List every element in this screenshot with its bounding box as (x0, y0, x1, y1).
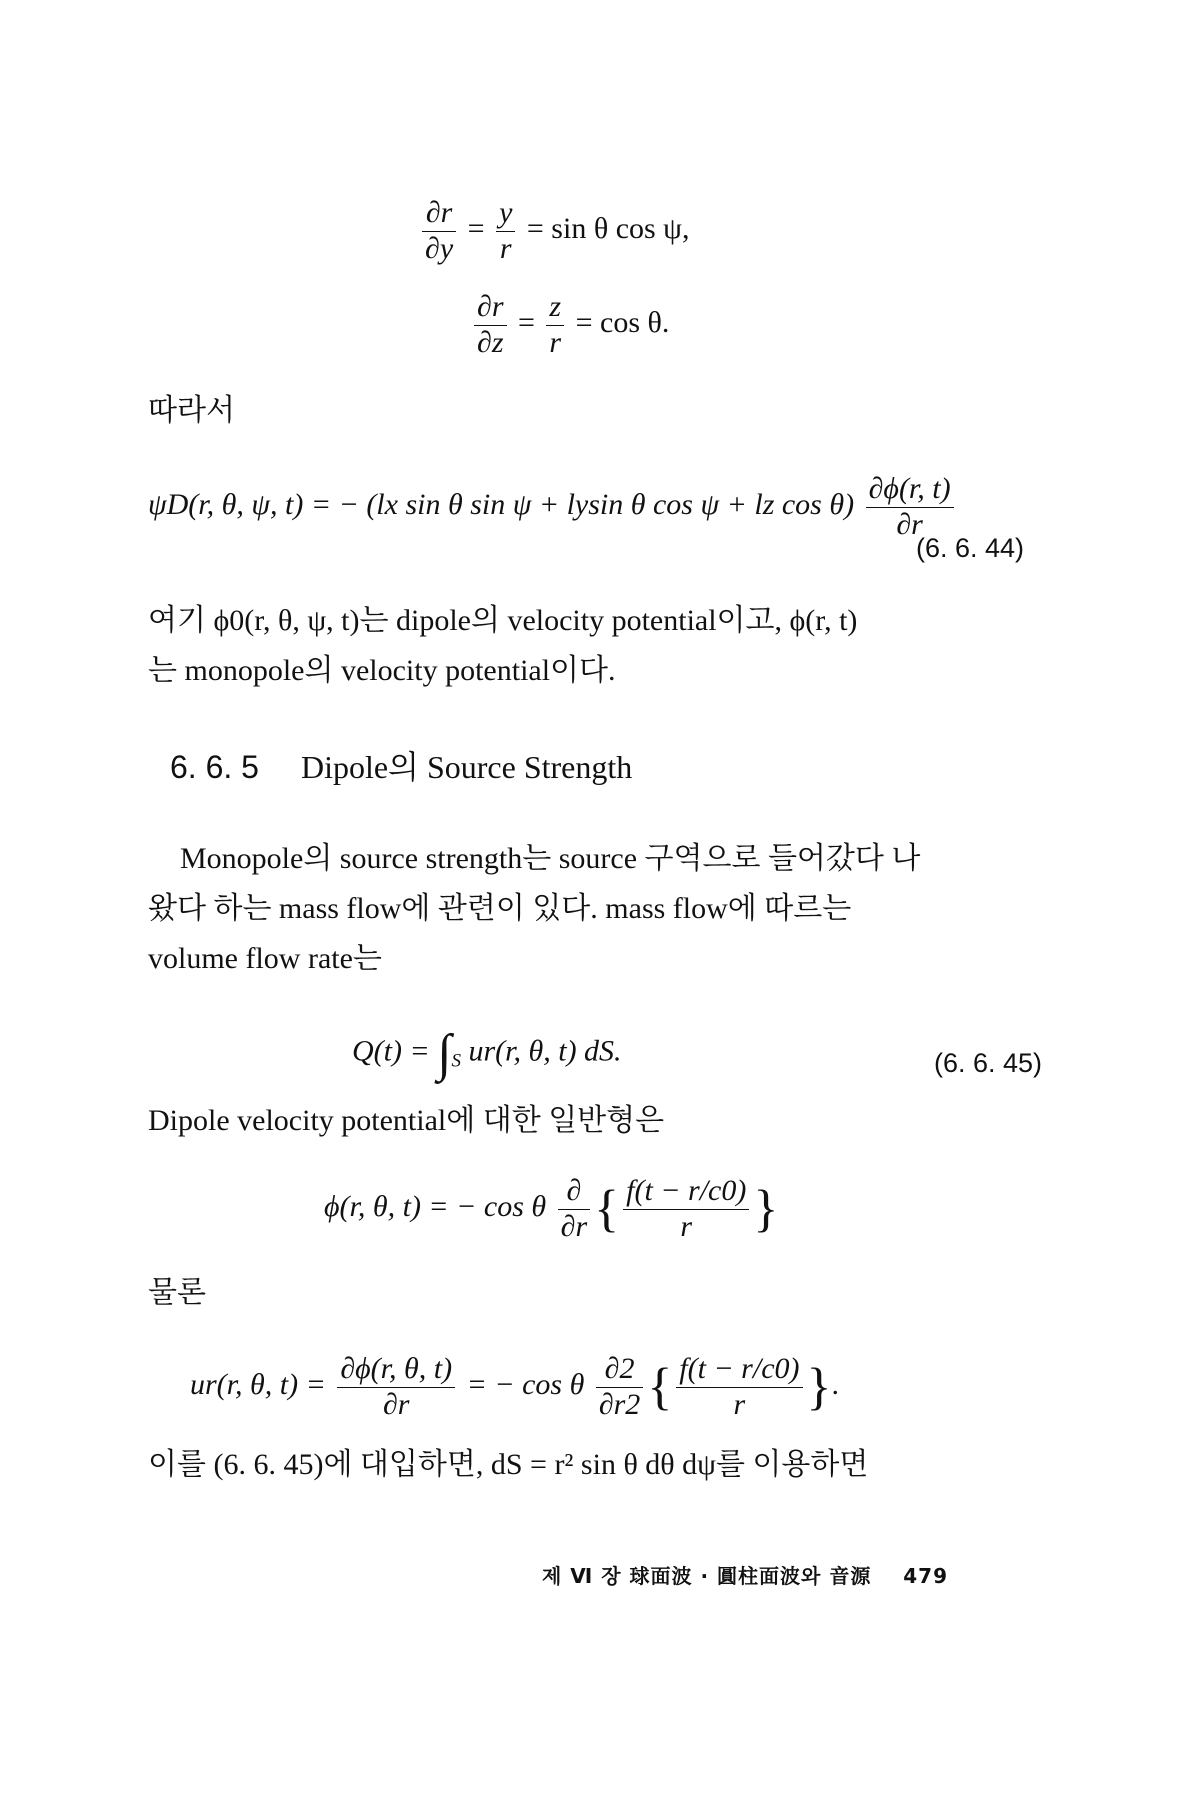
section-heading (170, 742, 632, 788)
numerator: z (546, 290, 564, 326)
equation-dr-dy (418, 196, 689, 266)
denominator: ∂y (425, 231, 454, 265)
paragraph-monopole-line3: volume flow rate는 (148, 942, 382, 975)
equation-rhs: = sin θ cos ψ, (526, 211, 690, 245)
right-brace: } (806, 1358, 832, 1416)
denominator: r (549, 325, 562, 359)
fraction-d-dr (558, 1174, 591, 1244)
paragraph-monopole-line1: Monopole의 source strength는 source 구역으로 들어갔다 나 (180, 842, 921, 875)
denominator: ∂z (477, 325, 504, 359)
integral-subscript: S (451, 1050, 461, 1072)
chapter-title: 제 Ⅵ 장 球面波 · 圓柱面波와 音源 (542, 1564, 872, 1588)
denominator: ∂r (896, 507, 923, 541)
fraction-z-r (546, 290, 564, 360)
numerator: ∂r (474, 290, 507, 326)
fraction-y-r (496, 196, 515, 266)
equation-rhs: = cos θ. (575, 305, 670, 339)
equation-lhs: ur(r, θ, t) = (190, 1367, 326, 1401)
period: . (831, 1367, 839, 1401)
word-of-course: 물론 (148, 1275, 206, 1310)
fraction-f-r (676, 1352, 802, 1422)
fraction-dphi-dr (337, 1352, 455, 1422)
fraction-dr-dy (422, 196, 456, 266)
page-number: 479 (903, 1564, 949, 1588)
equation-label-6-6-45: (6. 6. 45) (934, 1048, 1043, 1078)
equation-dr-dz (470, 290, 669, 360)
numerator: ∂ϕ(r, t) (866, 472, 954, 508)
numerator: ∂r (422, 196, 456, 232)
equals-sign: = (467, 211, 485, 245)
numerator: ∂ϕ(r, θ, t) (337, 1352, 455, 1388)
equation-ur (190, 1352, 839, 1422)
equation-middle: = − cos θ (466, 1367, 585, 1401)
fraction-dr-dz (474, 290, 507, 360)
fraction-f-r (623, 1174, 749, 1244)
numerator: y (496, 196, 515, 232)
page-footer (542, 1560, 948, 1589)
numerator: ∂2 (596, 1352, 644, 1388)
equals-sign: = (518, 305, 535, 339)
numerator: ∂ (558, 1174, 591, 1210)
paragraph-dipole-potential-line1: 여기 ϕ0(r, θ, ψ, t)는 dipole의 velocity potential이고, ϕ(r, t) (148, 604, 858, 637)
paragraph-substitute: 이를 (6. 6. 45)에 대입하면, dS = r² sin θ dθ dψ를 이용하면 (148, 1448, 869, 1481)
denominator: ∂r (560, 1209, 588, 1243)
numerator: f(t − r/c0) (623, 1174, 749, 1210)
equation-6-6-44 (148, 472, 958, 542)
word-therefore: 따라서 (148, 393, 235, 428)
section-number: 6. 6. 5 (170, 749, 259, 785)
paragraph-monopole-line2: 왔다 하는 mass flow에 관련이 있다. mass flow에 따르는 (148, 892, 852, 925)
fraction-d2-dr2 (596, 1352, 644, 1422)
right-brace: } (753, 1180, 779, 1238)
left-brace: { (594, 1180, 620, 1238)
equation-phi (324, 1174, 778, 1244)
numerator: f(t − r/c0) (676, 1352, 802, 1388)
denominator: ∂r2 (598, 1387, 641, 1421)
equation-lhs: ϕ(r, θ, t) = − cos θ (324, 1189, 547, 1223)
section-title: Dipole의 Source Strength (300, 749, 633, 785)
denominator: r (733, 1387, 746, 1421)
paragraph-general-form: Dipole velocity potential에 대한 일반형은 (148, 1104, 665, 1137)
left-brace: { (647, 1358, 673, 1416)
equation-lhs: Q(t) = (352, 1034, 430, 1068)
integral-sign: ∫ (437, 1025, 452, 1082)
denominator: r (499, 231, 512, 265)
equation-rhs: ur(r, θ, t) dS. (468, 1034, 622, 1068)
equation-6-6-45 (352, 1024, 622, 1083)
paragraph-dipole-potential-line2: 는 monopole의 velocity potential이다. (148, 654, 616, 687)
denominator: r (680, 1209, 693, 1243)
equation-lhs: ψD(r, θ, ψ, t) = − (lx sin θ sin ψ + lysin θ cos ψ + lz cos θ) (148, 487, 855, 521)
equation-label-6-6-44: (6. 6. 44) (916, 533, 1025, 563)
fraction-dphi-dr (866, 472, 954, 542)
denominator: ∂r (382, 1387, 410, 1421)
